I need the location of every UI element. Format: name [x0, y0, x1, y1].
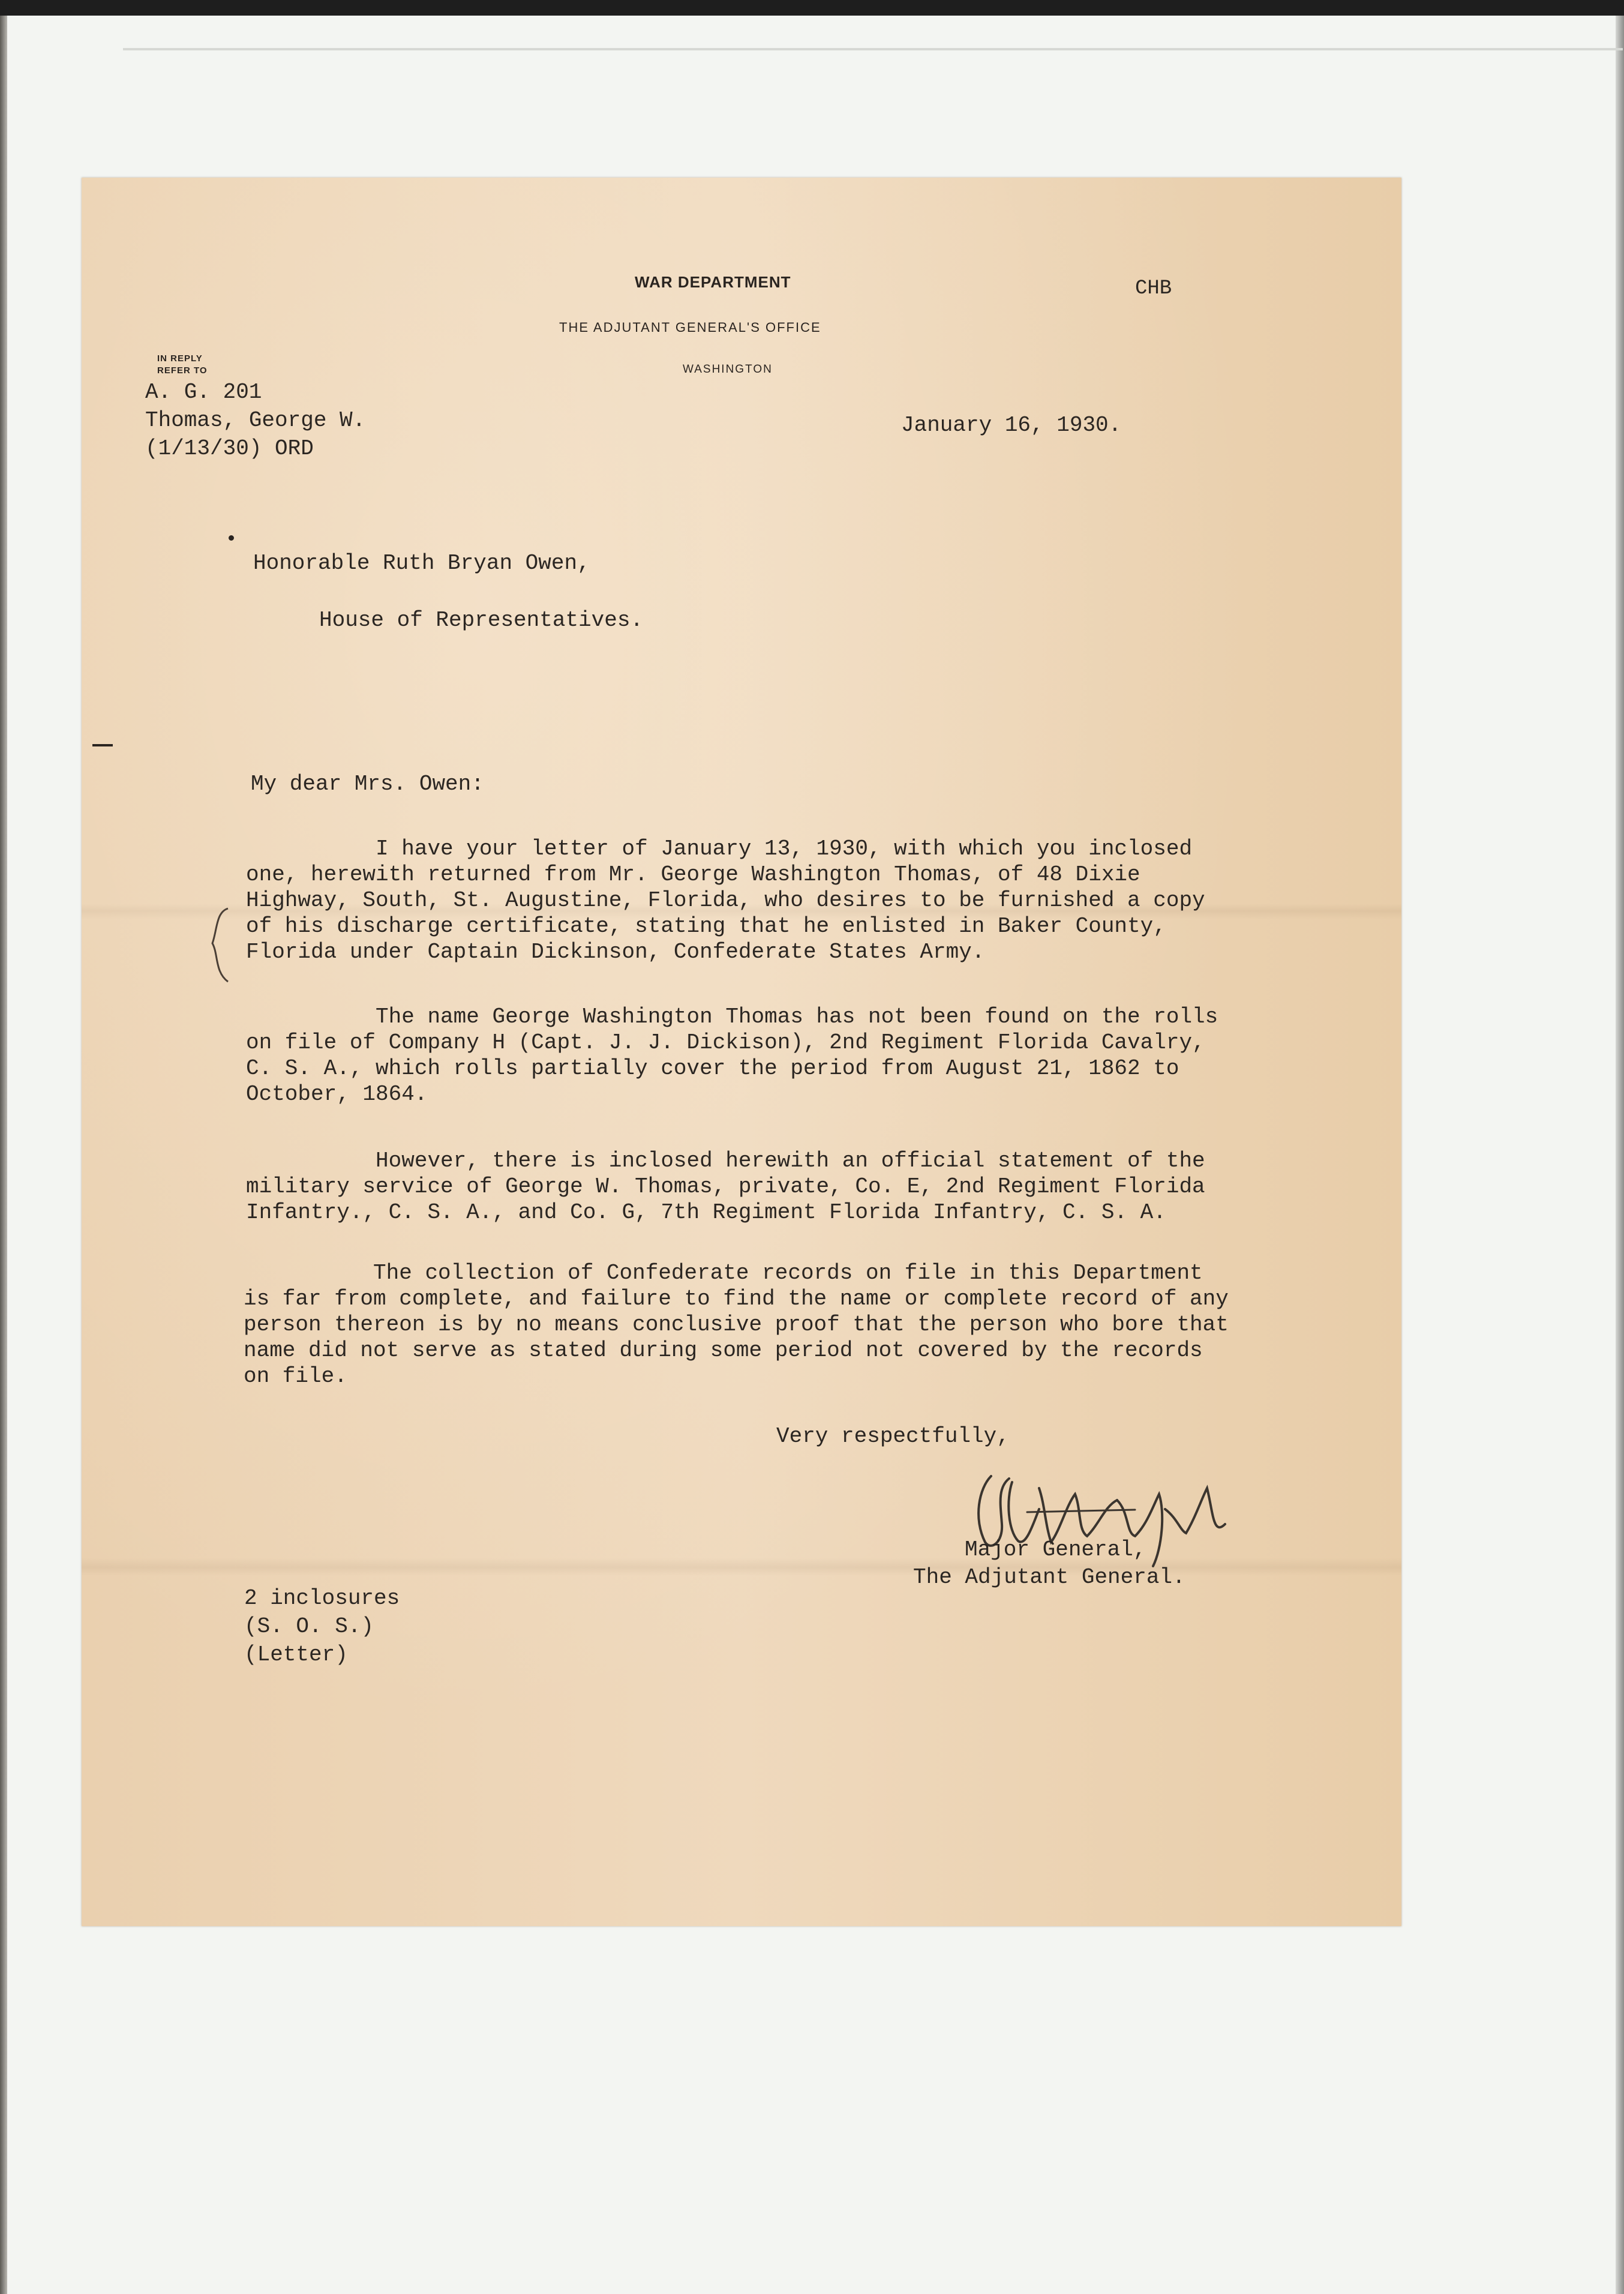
- scan-top-strip: [123, 48, 1623, 50]
- letterhead-department: WAR DEPARTMENT: [635, 273, 791, 291]
- addressee-title: House of Representatives.: [319, 608, 644, 632]
- letterhead-city: WASHINGTON: [683, 363, 773, 376]
- closing: Very respectfully,: [776, 1424, 1010, 1449]
- reply-reference-lines: A. G. 201 Thomas, George W. (1/13/30) ORD: [145, 380, 366, 461]
- body-paragraph: The collection of Confederate records on file in this Department is far from complete, and failure to find the name or complete record of any person thereon is by no means conclusive proof that the person who bore that name did not serve as stated during some period not covered by the records on file.: [244, 1261, 1229, 1389]
- signer-title: The Adjutant General.: [913, 1565, 1185, 1590]
- scan-right-edge: [1616, 16, 1624, 2294]
- addressee-name: Honorable Ruth Bryan Owen,: [253, 551, 590, 575]
- reply-reference-label: IN REPLY REFER TO: [157, 353, 208, 376]
- scan-left-edge: [0, 16, 7, 2294]
- margin-dot: [229, 535, 234, 541]
- body-paragraph: However, there is inclosed herewith an official statement of the military service of George W. Thomas, private, Co. E, 2nd Regiment Florida Infantry., C. S. A., and Co. G, 7th Regiment Florida Infantry, C. S. A.: [246, 1149, 1205, 1225]
- body-paragraph: I have your letter of January 13, 1930, with which you inclosed one, herewith returned from Mr. George Washington Thomas, of 48 Dixie Highway, South, St. Augustine, Florida, who desires to be furnished a copy of his discharge certificate, stating that he enlisted in Baker County, Florida under Captain Dickinson, Confederate States Army.: [246, 836, 1205, 964]
- salutation: My dear Mrs. Owen:: [251, 772, 484, 796]
- scan-top-border: [0, 0, 1624, 16]
- letterhead-office: THE ADJUTANT GENERAL'S OFFICE: [559, 320, 821, 335]
- signer-rank: Major General,: [965, 1537, 1146, 1562]
- typist-initials: CHB: [1135, 277, 1172, 300]
- fold-mark: [92, 744, 113, 746]
- enclosures-list: 2 inclosures (S. O. S.) (Letter): [244, 1586, 400, 1667]
- body-paragraph: The name George Washington Thomas has not been found on the rolls on file of Company H (Capt. J. J. Dickison), 2nd Regiment Florida Cavalry, C. S. A., which rolls partially cover the period from August 21, 1862 to October, 1864.: [246, 1004, 1218, 1106]
- letter-date: January 16, 1930.: [901, 413, 1122, 437]
- margin-bracket-mark: [204, 906, 234, 984]
